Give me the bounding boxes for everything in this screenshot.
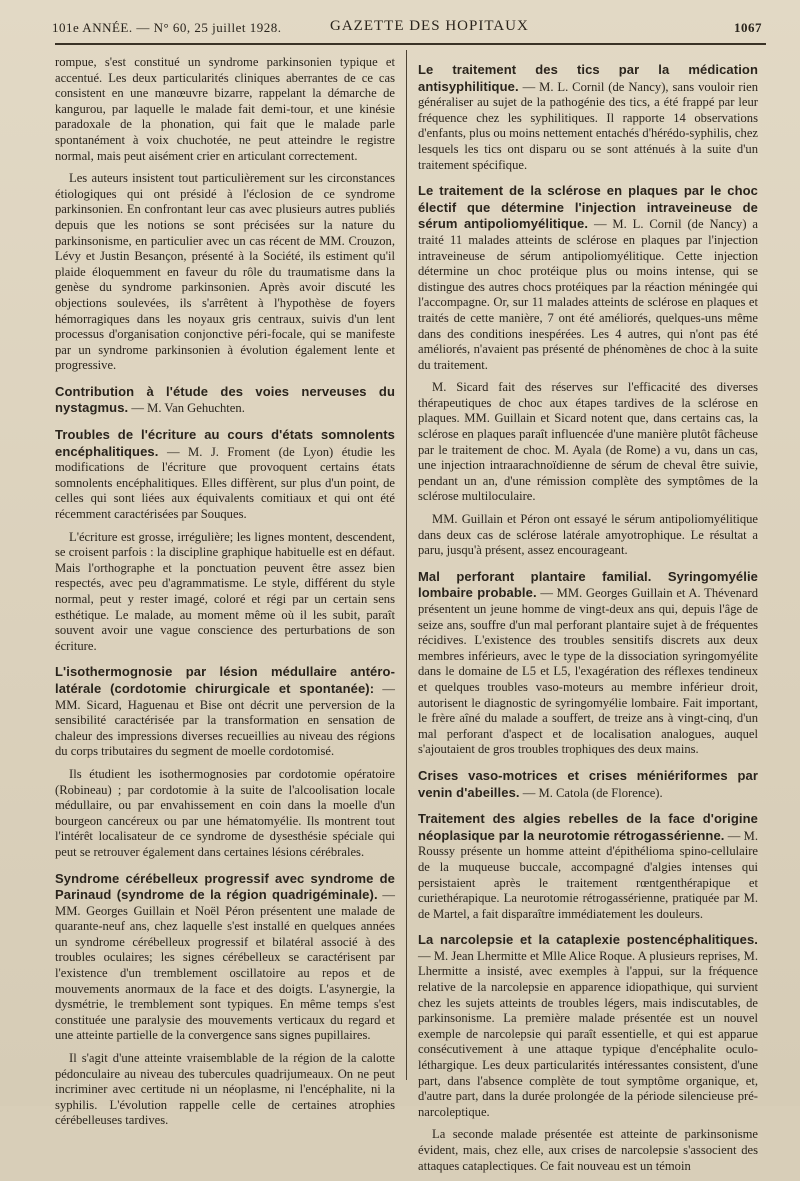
entry-title: La narcolepsie et la cataplexie postencéphalitiques. — [418, 932, 758, 948]
entry-title: L'isothermognosie par lésion médullaire antéro-latérale (cordotomie chirurgicale et spontanée): — [55, 664, 395, 696]
right-column — [418, 55, 758, 1181]
entry-nystagmus — [55, 384, 395, 417]
entry-title: Contribution à l'étude des voies nerveuses du nystagmus. — [55, 383, 395, 416]
entry-body: M. Sicard fait des réserves sur l'efficacité des diverses thérapeutiques de choc aux étapes tardives de la sclérose en plaques. MM. Guillain et Sicard notent que, dans certains cas, la sclérose en plaques paraît influencée d'une manière plutôt fâcheuse par le traitement de choc. M. Ayala (de Rome) a vu, dans un cas, une injection intraarachnoïdienne de sérum de cheval être suivie, pendant un an, d'une rémission complète des symptômes de la sclérose multiloculaire. — [418, 380, 758, 504]
column-divider — [406, 50, 407, 1080]
entry-body: MM. Guillain et Péron ont essayé le sérum antipoliomyélitique dans deux cas de sclérose latérale amyotrophique. Le résultat a paru, jusqu'à présent, assez encourageant. — [418, 512, 758, 558]
entry-algies — [418, 811, 758, 922]
entry-title: Crises vaso-motrices et crises méniériformes par venin d'abeilles. — [418, 767, 758, 800]
entry-body: La seconde malade présentée est atteinte de parkinsonisme évident, mais, chez elle, aux crises de narcolepsie s'associent des attaques cataplectiques. Ce fait nouveau est un témoin — [418, 1127, 758, 1173]
entry-isothermognosie — [55, 664, 395, 860]
entry-body: L'écriture est grosse, irrégulière; les lignes montent, descendent, se croisent parfois : la discipline graphique habituelle est en défaut. Mais l'orthographe et la ponctuation peuvent être assez bien respectés, avec peu d'agrammatisme. Le style, différent du style normal, peut y rester imagé, coloré et régi par un certain sens esthétique. Le malade, au moment même où il les subit, paraît souvent avoir une vague conscience des perturbations de son écriture. — [55, 529, 395, 653]
intro-paragraph-2: Les auteurs insistent tout particulièrement sur les circonstances étiologiques qui ont présidé à l'éclosion de ce syndrome parkinsonien. En confrontant leur cas avec plusieurs autres publiés depuis que les notions se sont précisées sur la nature du parkinsonisme, en particulier avec un cas récent de MM. Crouzon, Lévy et Justin Besançon, présenté à la Société, ils estiment qu'il plaide éloquemment en faveur du rôle du traumatisme dans la genèse du syndrome parkinsonien. Après avoir discuté les objections soulevées, ils s'arrêtent à l'hypothèse de foyers hémorragiques dans les noyaux gris centraux, suivis d'un lent processus d'organisation conjonctive péri-focale, qui se manifeste par un syndrome parkinsonien à évolution également lente et progressive. — [55, 171, 395, 373]
entry-body: — M. Roussy présente un homme atteint d'épithélioma spino-cellulaire de la muqueuse buccale, accompagné d'algies intenses qui persistaient après le traitement rœntgenthérapique et curiethérapique. La neurotomie rétrogassérienne, pratiquée par M. de Martel, a fait disparaître immédiatement les douleurs. — [418, 828, 758, 921]
entry-title: Troubles de l'écriture au cours d'états somnolents encéphalitiques. — [55, 427, 395, 459]
entry-title: Le traitement des tics par la médication antisyphilitique. — [418, 62, 758, 94]
entry-sclerose — [418, 183, 758, 559]
entry-ecriture — [55, 427, 395, 654]
running-header — [30, 14, 770, 38]
entry-narcolepsie — [418, 932, 758, 1174]
left-column — [55, 55, 395, 1136]
issue-info: 101e ANNÉE. — N° 60, 25 juillet 1928. — [52, 20, 282, 35]
entry-mal-perforant — [418, 569, 758, 758]
entry-title: Le traitement de la sclérose en plaques par le choc électif que détermine l'injection intraveineuse de sérum antipoliomyélitique. — [418, 183, 758, 232]
entry-body: Ils étudient les isothermognosies par cordotomie opératoire (Robineau) ; par cordotomie à la suite de l'alcoolisation locale médullaire, ou par envahissement en coin dans la moelle d'un bourgeon cancéreux ou par une hématomyélie. Ils montrent tout l'intérêt localisateur de ce syndrome de dysesthésie spéciale qui peut se retrouver également dans certaines lésions cérébrales. — [55, 766, 395, 859]
entry-title: Syndrome cérébelleux progressif avec syndrome de Parinaud (syndrome de la région quadrigéminale). — [55, 870, 395, 903]
entry-body: — M. Jean Lhermitte et Mlle Alice Roque. A plusieurs reprises, M. Lhermitte a insisté, avec exemples à l'appui, sur la fréquence relative de la narcolepsie en apparence idiopathique, qui survient chez les sujets atteints de troubles légers, mais indiscutables, de parkinsonisme. La première malade présentée est un nouvel exemple de narcolepsie qui paraît essentielle, et qui est apparue consécutivement à une attaque typique d'encéphalite oculo-léthargique. Les deux particularités intéressantes consistent, d'une part, dans l'absence complète de tout symptôme organique, et, d'autre part, dans la durée prolongée de la période silencieuse pré-narcoleptique. — [418, 948, 758, 1119]
journal-title: GAZETTE DES HOPITAUX — [330, 18, 529, 34]
entry-body: — MM. Georges Guillain et A. Thévenard présentent un jeune homme de vingt-deux ans qui, depuis l'âge de seize ans, souffre d'un mal perforant plantaire sujet à de fréquentes récidives. L'existence des troubles sensitifs discrets aux deux membres inférieurs, avec le type de la dissociation syringomyélite dans le domaine de L5 et L5, l'exagération des réflexes tendineux et quelques troubles vaso-moteurs au membre inférieur droit, autorisent le diagnostic de syringomyélie lombaire. Fait important, le frère aîné du malade a souffert, de treize ans à vingt-cinq, d'un mal perforant d'aspect et de localisation analogues, auquel s'ajoutaient de gros troubles trophiques des deux mains. — [418, 586, 758, 757]
page-number: 1067 — [734, 20, 762, 35]
entry-author: — M. Van Gehuchten. — [128, 401, 245, 416]
entry-title: Mal perforant plantaire familial. Syringomyélie lombaire probable. — [418, 568, 758, 601]
entry-body: Il s'agit d'une atteinte vraisemblable de la région de la calotte pédonculaire au niveau des tubercules quadrijumeaux. On ne peut incriminer avec certitude ni un néoplasme, ni l'encéphalite, ni la syphilis. L'évolution rappelle celle de certaines atrophies cérébelleuses tardives. — [55, 1051, 395, 1128]
entry-title: Traitement des algies rebelles de la face d'origine néoplasique par la neurotomie rétrogassérienne. — [418, 811, 758, 843]
entry-crises — [418, 768, 758, 801]
entry-cerebelleux — [55, 871, 395, 1130]
entry-body: — M. L. Cornil (de Nancy) a traité 11 malades atteints de sclérose en plaques par l'injection intraveineuse de sérum antipoliomyélitique. Cette injection détermine un choc protéique plus ou moins intense, qui se distingue des autres chocs protéiques par la réaction méningée qui l'accompagne. Or, sur 11 malades atteints de sclérose en plaques et traités de cette manière, 7 ont été améliorés, quelques-uns même dans des conditions inespérées. Les 4 autres, qui n'ont pas été améliorés, n'avaient pas présenté de phénomènes de choc à la suite du traitement. — [418, 217, 758, 372]
header-rule — [55, 43, 766, 45]
entry-body: — M. J. Froment (de Lyon) étudie les modifications de l'écriture que provoquent certains états somnolents encéphalitiques. Elles diffèrent, sur plus d'un point, de celles qui sont liées aux équivalents comitiaux et qui ont été récemment caractérisées par Souques. — [55, 444, 395, 522]
intro-paragraph: rompue, s'est constitué un syndrome parkinsonien typique et accentué. Les deux particularités cliniques aberrantes de ce cas consistent en une manœuvre bizarre, rappelant la démarche de kangurou, par laquelle le malade fait demi-tour, et une kinésie paradoxale de la phonation, qui fait que le malade parle spontanément à voix chuchotée, ne peut atteindre le registre normal, mais peut aisément crier en articulant correctement. — [55, 55, 395, 163]
entry-body: — M. L. Cornil (de Nancy), sans vouloir rien généraliser au sujet de la pathogénie des tics, a été frappé par leur fréquence chez les syphilitiques. Il rapporte 14 observations d'enfants, plus ou moins nettement entachés d'hérédo-syphilis, chez lesquels les tics ont disparu ou se sont atténués à la suite d'un traitement spécifique. — [418, 79, 758, 172]
entry-tics — [418, 62, 758, 173]
entry-body: — MM. Sicard, Haguenau et Bise ont décrit une perversion de la sensibilité caractérisée par la transformation en sensation de chaleur des impressions diverses recueillies au niveau des régions du corps tributaires du segment de moelle cordotomisé. — [55, 681, 395, 759]
entry-body: — MM. Georges Guillain et Noël Péron présentent une malade de quarante-neuf ans, chez laquelle s'est installé en quelques années un syndrome cérébelleux progressif et bilatéral associé à des troubles oculaires; les signes cérébelleux se caractérisent par l'existence d'un tremblement oscillatoire au repos et de mouvements anormaux de la face et des doigts. L'asynergie, la dysmétrie, le tremblement sont typiques. En même temps s'est constituée une paralysie des mouvements verticaux du regard et une atteinte partielle de la convergence sans signes pupillaires. — [55, 888, 395, 1043]
entry-author: — M. Catola (de Florence). — [519, 785, 663, 800]
